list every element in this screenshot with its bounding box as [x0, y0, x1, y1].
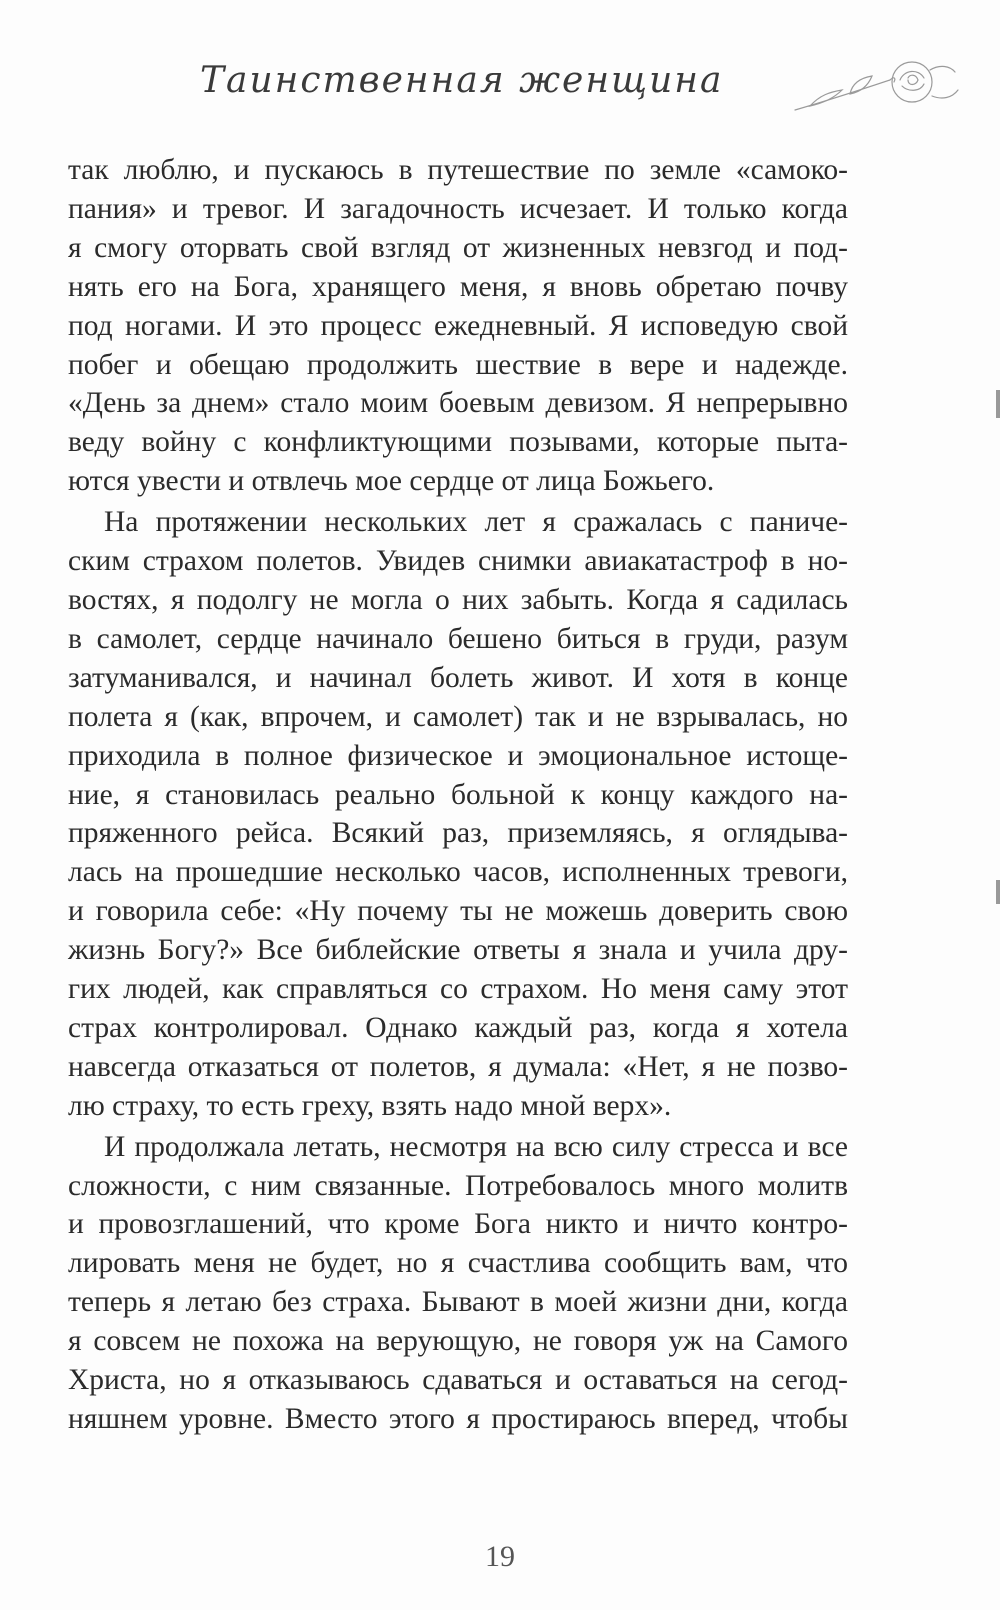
text-line: «День за днем» стало моим боевым девизом. Я непрерывно: [68, 387, 848, 420]
text-line: пряженного рейса. Всякий раз, приземляясь, я оглядыва-: [68, 817, 848, 850]
text-line: гих людей, как справляться со страхом. Но меня саму этот: [68, 973, 848, 1006]
text-line: лировать меня не будет, но я счастлива сообщить вам, что: [68, 1247, 848, 1280]
paragraph-2: [68, 503, 848, 1126]
text-line: навсегда отказаться от полетов, я думала: «Нет, я не позво-: [68, 1050, 848, 1083]
paragraph-1: [68, 151, 848, 501]
text-line: побег и обещаю продолжить шествие в вере и надежде.: [68, 348, 848, 381]
text-line: ются увести и отвлечь мое сердце от лица Божьего.: [68, 465, 715, 498]
text-line: под ногами. И это процесс ежедневный. Я исповедую свой: [68, 309, 848, 342]
text-line: пания» и тревог. И загадочность исчезает. И только когда: [68, 192, 848, 225]
text-line: я совсем не похожа на верующую, не говоря уж на Самого: [68, 1325, 848, 1358]
text-line: жизнь Богу?» Все библейские ответы я знала и учила дру-: [68, 934, 848, 967]
text-line: я смогу оторвать свой взгляд от жизненных невзгод и под-: [68, 231, 848, 264]
text-line: ние, я становилась реально больной к концу каждого на-: [68, 778, 848, 811]
text-line: Христа, но я отказываюсь сдаваться и оставаться на сегод-: [68, 1364, 848, 1397]
text-line: востях, я подолгу не могла о них забыть. Когда я садилась: [68, 583, 848, 616]
scan-edge-mark: [996, 880, 1000, 904]
text-line: и провозглашений, что кроме Бога никто и ничто контро-: [68, 1208, 848, 1241]
paragraph-3: [68, 1128, 848, 1439]
text-line: И продолжала летать, несмотря на всю силу стресса и все: [104, 1130, 848, 1163]
running-head-title: Таинственная женщина: [200, 60, 724, 101]
text-line: так люблю, и пускаюсь в путешествие по земле «самоко-: [68, 154, 848, 186]
text-line: сложности, с ним связанные. Потребовалось много молитв: [68, 1169, 848, 1202]
text-line: теперь я летаю без страха. Бывают в моей жизни дни, когда: [68, 1286, 848, 1319]
rose-ornament-icon: [790, 40, 970, 120]
scan-edge-mark: [996, 390, 1000, 418]
text-line: приходила в полное физическое и эмоциональное истоще-: [68, 739, 848, 772]
text-line: На протяжении нескольких лет я сражалась с паниче-: [104, 506, 848, 539]
body-text: [68, 151, 848, 1441]
text-line: затуманивался, и начинал болеть живот. И хотя в конце: [68, 661, 848, 694]
text-line: страх контролировал. Однако каждый раз, когда я хотела: [68, 1011, 848, 1044]
text-line: нять его на Бога, хранящего меня, я вновь обретаю почву: [68, 270, 848, 303]
page-number: 19: [485, 1540, 515, 1573]
text-line: лю страху, то есть греху, взять надо мной верх».: [68, 1089, 672, 1122]
text-line: лась на прошедшие несколько часов, исполненных тревоги,: [68, 856, 848, 889]
text-line: няшнем уровне. Вместо этого я простираюсь вперед, чтобы: [68, 1403, 848, 1435]
text-line: ским страхом полетов. Увидев снимки авиакатастроф в но-: [68, 545, 848, 578]
text-line: полета я (как, впрочем, и самолет) так и не взрывалась, но: [68, 700, 848, 733]
text-line: и говорила себе: «Ну почему ты не можешь доверить свою: [68, 895, 848, 928]
text-line: в самолет, сердце начинало бешено биться в груди, разум: [68, 622, 848, 655]
text-line: веду войну с конфликтующими позывами, которые пыта-: [68, 426, 848, 459]
